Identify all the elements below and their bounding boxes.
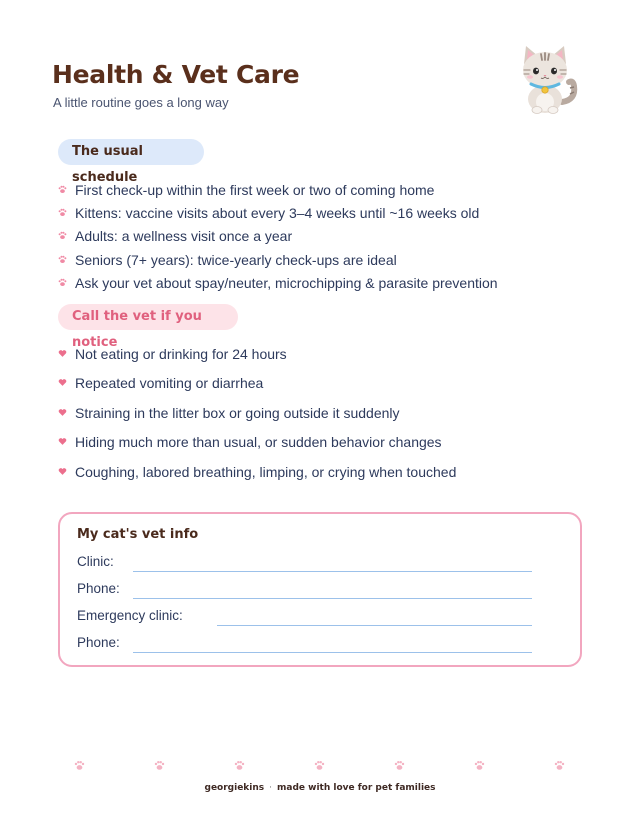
warning-item-text: Straining in the litter box or going outside it suddenly [75,404,400,421]
paw-icon [154,760,165,771]
paw-icon [474,760,485,771]
vet-info-title: My cat's vet info [77,527,199,542]
warnings-heading: Call the vet if you notice [58,304,238,330]
list-item [58,345,456,374]
warning-item-text: Hiding much more than usual, or sudden behavior changes [75,434,442,451]
footer-separator: · [269,783,273,793]
field-label: Clinic: [77,554,114,569]
footer [0,783,640,793]
write-in-line[interactable] [133,598,532,599]
cat-icon [512,42,580,114]
vet-info-card [58,512,582,667]
list-item [58,374,456,403]
write-in-line[interactable] [133,571,532,572]
schedule-item-text: Seniors (7+ years): twice-yearly check-ups are ideal [75,251,397,268]
heart-icon [58,467,67,476]
paw-icon [58,255,67,264]
paw-icon [58,278,67,287]
list-item [58,204,498,227]
heart-icon [58,378,67,387]
paw-icon [58,208,67,217]
heart-icon [58,349,67,358]
field-label: Phone: [77,635,120,650]
clinic-field[interactable] [77,554,532,574]
paw-decoration-row [0,760,640,774]
warning-item-text: Repeated vomiting or diarrhea [75,375,264,392]
list-item [58,433,456,462]
page-title: Health & Vet Care [52,60,300,89]
warning-item-text: Not eating or drinking for 24 hours [75,346,287,362]
list-item [58,251,498,274]
warnings-list [58,345,456,492]
heart-icon [58,437,67,446]
paw-icon [394,760,405,771]
paw-icon [58,231,67,240]
paw-icon [58,185,67,194]
list-item [58,274,498,297]
schedule-item-text: Adults: a wellness visit once a year [75,228,293,245]
paw-icon [74,760,85,771]
emergency-phone-field[interactable] [77,635,532,655]
warning-item-text: Coughing, labored breathing, limping, or crying when touched [75,463,457,480]
write-in-line[interactable] [217,625,532,626]
field-label: Emergency clinic: [77,608,183,623]
field-label: Phone: [77,581,120,596]
schedule-heading: The usual schedule [58,139,204,165]
page-subtitle: A little routine goes a long way [53,95,229,110]
schedule-item-text: First check-up within the first week or two of coming home [75,182,435,198]
heart-icon [58,408,67,417]
list-item [58,404,456,433]
emergency-clinic-field[interactable] [77,608,532,628]
paw-icon [314,760,325,771]
footer-brand: georgiekins [204,783,265,793]
list-item [58,181,498,204]
paw-icon [554,760,565,771]
phone-field[interactable] [77,581,532,601]
schedule-item-text: Kittens: vaccine visits about every 3–4 weeks until ~16 weeks old [75,205,480,222]
list-item [58,227,498,250]
footer-tagline: made with love for pet families [277,783,436,793]
paw-icon [234,760,245,771]
schedule-item-text: Ask your vet about spay/neuter, microchipping & parasite prevention [75,274,498,291]
write-in-line[interactable] [133,652,532,653]
schedule-list [58,181,498,297]
list-item [58,463,456,492]
